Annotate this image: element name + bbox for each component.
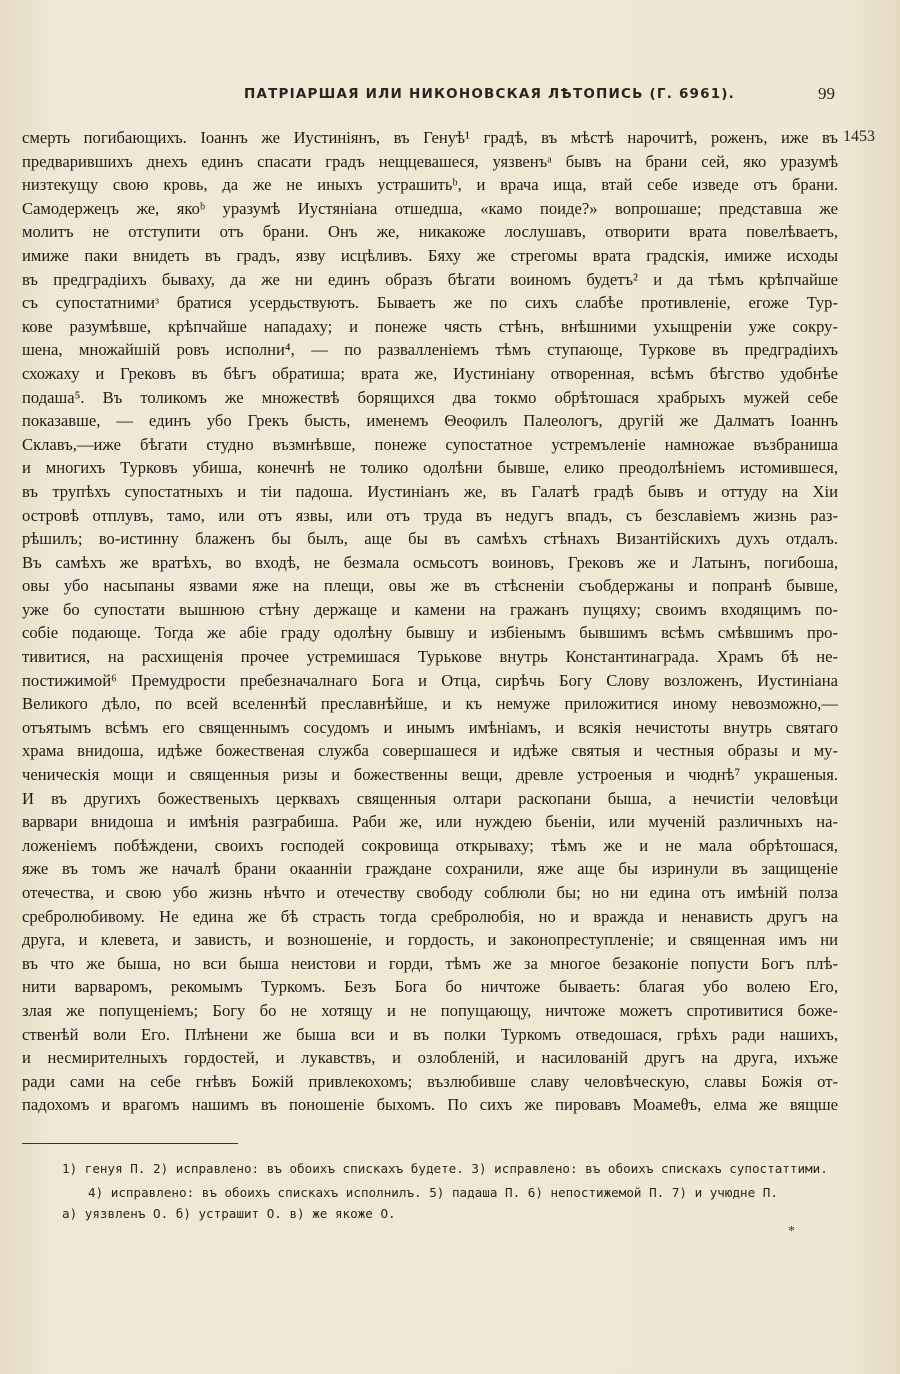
text-line: падохомъ и врагомъ нашимъ въ поношеніе быхомъ. По сихъ же пировавъ Моамеθъ, елма же вящше: [22, 1095, 838, 1115]
text-line: и многихъ Турковъ убиша, конечнѣ не толико одолѣни бывше, елико преодолѣніемъ истомившеся,: [22, 458, 838, 478]
page-title: ПАТРІАРШАЯ ИЛИ НИКОНОВСКАЯ ЛѢТОПИСЬ (Г. 6961).: [244, 86, 736, 102]
text-line: сребролюбивому. Не едина же бѣ страсть тогда сребролюбія, но и вражда и ненависть другъ на: [22, 906, 838, 926]
text-line: ченическія мощи и священныя ризы и божественны вещи, древле устроеныя и чюднѣ⁷ украшеныя.: [22, 765, 838, 785]
signature-mark: *: [788, 1224, 795, 1239]
text-line: смерть погибающихъ. Іоаннъ же Иустиніянъ, въ Генуѣ¹ градѣ, въ мѣстѣ нарочитѣ, роженъ, иже въ: [22, 128, 838, 147]
text-line: въ что же быша, но вси быша неистови и горди, тѣмъ же за многое безаконіе попусти Богъ плѣ-: [22, 953, 838, 973]
text-line: собіе подающе. Тогда же абіе граду одолѣну бывшу и избіенымъ бывшимъ всѣмъ смѣвшимъ про-: [22, 623, 838, 643]
footnote-line: 4) исправлено: въ обоихъ спискахъ исполнилъ. 5) падаша П. 6) непостижемой П. 7) и учюдне П.: [88, 1185, 778, 1200]
text-line: овы убо насыпаны язвами яже на плещи, овы же въ стѣсненіи съобдержаны и попранѣ бывше,: [22, 576, 838, 596]
text-line: ственѣй воли Его. Плѣнени же быша вси и въ полки Туркомъ отведошася, грѣхъ ради нашихъ,: [22, 1024, 838, 1044]
text-line: предварившихъ днехъ единъ спасати градъ нещцевашеся, уязвенъᵃ бывъ на брани сей, яко уразумѣ: [22, 151, 838, 171]
text-line: въ трупѣхъ супостатныхъ и тіи падоша. Иустиніанъ же, въ Галатѣ градѣ бывъ и оттуду на Хіи: [22, 481, 838, 501]
text-line: отъятымъ всѣмъ его священнымъ сосудомъ и инымъ имѣніамъ, и всякія нечистоты внутрь святаго: [22, 717, 838, 737]
text-line: кове разумѣвше, крѣпчайше нападаху; и понеже чясть стѣнъ, внѣшними ухыщреніи уже сокру-: [22, 316, 838, 336]
text-line: молитъ не отступити отъ брани. Онъ же, никакоже лослушавъ, отворити врата повелѣваетъ,: [22, 222, 838, 242]
text-line: тивитися, на расхищенія прочее устремишася Турькове внутрь Константинаграда. Храмъ бѣ не-: [22, 647, 838, 667]
text-line: низтекущу свою кровь, да же не иныхъ устрашитьᵇ, и врача ища, втай себе изведе отъ брани.: [22, 175, 838, 195]
variant-readings: а) уязвленъ О. б) устрашит О. в) же якоже О.: [62, 1206, 396, 1221]
text-line: Самодержецъ же, якоᵇ уразумѣ Иустяніана отшедша, «камо поиде?» вопрошаше; представша же: [22, 198, 838, 218]
text-line: уже бо супостати вышнюю стѣну держаще и камени на гражанъ пущяху; своимъ входящимъ по-: [22, 599, 838, 619]
text-line: злая же попущеніемъ; Богу бо не хотящу и не попущающу, ничтоже можетъ спротивитися боже-: [22, 1000, 838, 1020]
text-line: схожаху и Грековъ въ бѣгъ обратиша; врата же, Иустиніану отворенная, всѣмъ бѣгство удобнѣе: [22, 363, 838, 383]
page-number: 99: [818, 84, 835, 103]
chronicle-text: [22, 126, 838, 1117]
margin-year: 1453: [843, 128, 875, 145]
running-head: [0, 86, 900, 110]
text-line: Великого дѣло, по всей вселеннѣй преславнѣйше, и къ немуже приложитися иному невозможно,—: [22, 694, 838, 714]
footnote-divider: [22, 1143, 238, 1144]
text-line: островѣ отплувъ, тамо, или отъ язвы, или отъ труда въ недугъ впадъ, съ безславіемъ жизнь раз-: [22, 505, 838, 525]
text-line: Въ самѣхъ же вратѣхъ, во входѣ, не безмала осмьсотъ воиновъ, Грековъ же и Латынъ, погибоша,: [22, 552, 838, 572]
text-line: ради сами на себе гнѣвъ Божій привлекохомъ; възлюбивше славу человѣческую, славы Божія от-: [22, 1071, 838, 1091]
text-line: рѣшилъ; во-истинну блаженъ бы былъ, аще бы въ самѣхъ стѣнахъ Византійскихъ духъ отдалъ.: [22, 529, 838, 549]
text-line: нити варваромъ, рекомымъ Туркомъ. Безъ Бога бо ничтоже бываеть: благая убо волею Его,: [22, 977, 838, 997]
text-line: отечества, и свою убо жизнь нѣчто и отечеству свободу соблюли бы; но ни едина отъ имѣній полза: [22, 883, 838, 902]
text-line: съ супостатнимиᵌ братися усердьствуютъ. Бываетъ же по сихъ слабѣе противленіе, егоже Тур-: [22, 293, 838, 313]
text-line: подаша⁵. Въ толикомъ же множествѣ борящихся два токмо обрѣтошася храбрыхъ мужей себе: [22, 387, 838, 407]
text-line: друга, и клевета, и зависть, и возношеніе, и гордость, и законопреступленіе; и священная имъ ни: [22, 930, 838, 950]
text-line: постижимой⁶ Премудрости пребезначалнаго Бога и Отца, сирѣчь Богу Слову возложенъ, Иустиніана: [22, 670, 838, 690]
text-line: въ предградіихъ бываху, да же ни единъ образъ бѣгати воиномъ будетъ² и да тѣмъ крѣпчайше: [22, 269, 838, 289]
text-line: И въ другихъ божественыхъ церквахъ священныя олтари раскопани быша, а нечистіи человѣци: [22, 788, 838, 808]
footnotes: [62, 1157, 838, 1205]
footnote-line: 1) генуя П. 2) исправлено: въ обоихъ спискахъ будете. 3) исправлено: въ обоихъ спискахъ супостаттими.: [62, 1161, 828, 1176]
text-line: яже въ томъ же началѣ брани окаанніи граждане сохранили, яже аще бы изринули въ защищеніе: [22, 859, 838, 879]
text-line: храма внидоша, идѣже божественая служба совершашеся и идѣже святыя и честныя образы и му-: [22, 741, 838, 761]
text-line: Склавъ,—иже бѣгати студно възмнѣвше, понеже супостатное устремъленіе намножае възбраниша: [22, 434, 838, 454]
text-line: показавше, — единъ убо Грекъ бысть, именемъ Θеоφилъ Палеологъ, другій же Далматъ Іоаннъ: [22, 411, 838, 431]
text-line: имиже паки внидеть въ градъ, язву исцѣливъ. Бяху же стрегомы врата градскія, имиже исходы: [22, 245, 838, 265]
text-line: ложеніемъ побѣждени, своихъ господей сокровища открываху; тѣмъ же и не мала обрѣтошася,: [22, 835, 838, 855]
text-line: шена, множайшій ровъ исполни⁴, — по развалленіемъ тѣмъ ступающе, Туркове въ предградіихъ: [22, 340, 838, 360]
text-line: и несмирителныхъ гордостей, и лукавствъ, и озлобленій, и насилованій другъ на друга, ихъже: [22, 1048, 838, 1068]
text-line: варвари внидоша и имѣнія разграбиша. Раби же, или нуждею бьеніи, или мученій различныхъ на-: [22, 812, 838, 832]
